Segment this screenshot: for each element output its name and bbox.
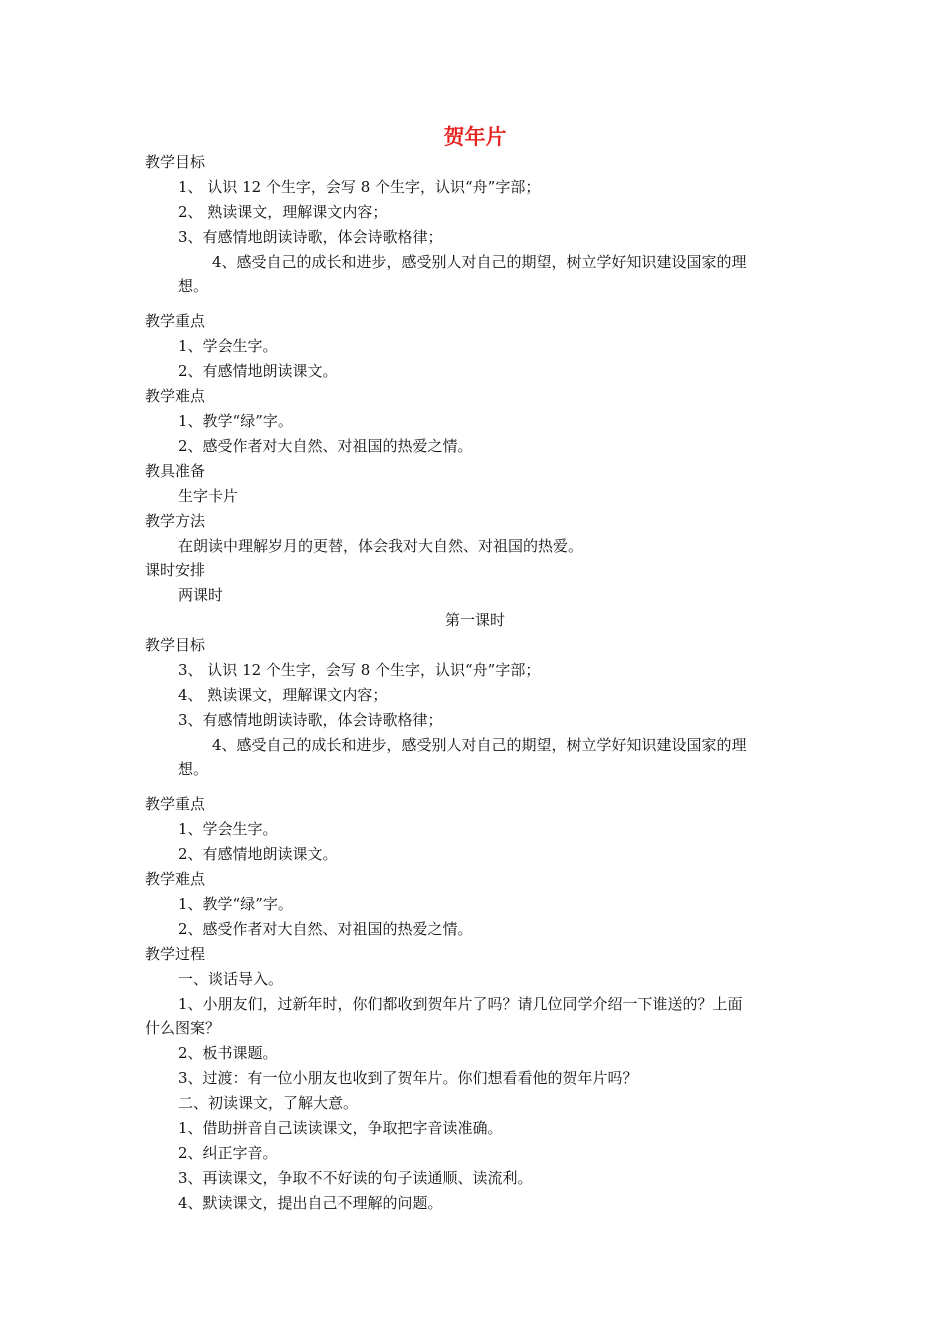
body-line: 想。	[178, 760, 209, 778]
body-line: 4、 熟读课文，理解课文内容；	[178, 686, 388, 704]
section-heading: 教学难点	[145, 387, 206, 405]
body-line: 3、过渡：有一位小朋友也收到了贺年片。你们想看看他的贺年片吗？	[178, 1069, 638, 1087]
body-line: 2、有感情地朗读课文。	[178, 362, 338, 380]
lesson-heading: 第一课时	[444, 611, 505, 629]
section-heading: 什么图案？	[145, 1019, 221, 1037]
document-title: 贺年片	[443, 125, 507, 149]
body-line: 2、感受作者对大自然、对祖国的热爱之情。	[178, 437, 473, 455]
body-line: 2、 熟读课文，理解课文内容；	[178, 203, 388, 221]
body-line: 3、再读课文，争取不不好读的句子读通顺、读流利。	[178, 1169, 533, 1187]
section-heading: 教学目标	[145, 153, 206, 171]
section-heading: 教学重点	[145, 312, 206, 330]
body-line: 3、有感情地朗读诗歌，体会诗歌格律；	[178, 711, 443, 729]
body-line: 3、 认识 12 个生字，会写 8 个生字，认识“舟”字部；	[178, 661, 541, 679]
body-line: 想。	[178, 277, 209, 295]
section-heading: 课时安排	[145, 561, 206, 579]
section-heading: 教学过程	[145, 945, 206, 963]
section-heading: 教具准备	[145, 462, 206, 480]
body-line: 1、小朋友们，过新年时，你们都收到贺年片了吗？请几位同学介绍一下谁送的？上面	[178, 995, 743, 1013]
section-heading: 教学目标	[145, 636, 206, 654]
body-line: 生字卡片	[178, 487, 239, 505]
body-line: 3、有感情地朗读诗歌，体会诗歌格律；	[178, 228, 443, 246]
body-line: 1、教学“绿”字。	[178, 412, 293, 430]
body-line: 二、初读课文，了解大意。	[178, 1094, 359, 1112]
body-line: 在朗读中理解岁月的更替，体会我对大自然、对祖国的热爱。	[178, 537, 584, 555]
body-line: 1、学会生字。	[178, 820, 278, 838]
body-line: 1、教学“绿”字。	[178, 895, 293, 913]
body-line: 1、学会生字。	[178, 337, 278, 355]
body-line: 2、感受作者对大自然、对祖国的热爱之情。	[178, 920, 473, 938]
body-line: 1、 认识 12 个生字，会写 8 个生字，认识“舟”字部；	[178, 178, 541, 196]
body-line: 一、谈话导入。	[178, 970, 284, 988]
body-line: 1、借助拼音自己读读课文，争取把字音读准确。	[178, 1119, 503, 1137]
body-line: 4、感受自己的成长和进步，感受别人对自己的期望，树立学好知识建设国家的理	[212, 253, 747, 271]
section-heading: 教学难点	[145, 870, 206, 888]
section-heading: 教学重点	[145, 795, 206, 813]
body-line: 2、纠正字音。	[178, 1144, 278, 1162]
section-heading: 教学方法	[145, 512, 206, 530]
body-line: 2、有感情地朗读课文。	[178, 845, 338, 863]
body-line: 4、默读课文，提出自己不理解的问题。	[178, 1194, 443, 1212]
body-line: 2、板书课题。	[178, 1044, 278, 1062]
body-line: 两课时	[178, 586, 224, 604]
body-line: 4、感受自己的成长和进步，感受别人对自己的期望，树立学好知识建设国家的理	[212, 736, 747, 754]
